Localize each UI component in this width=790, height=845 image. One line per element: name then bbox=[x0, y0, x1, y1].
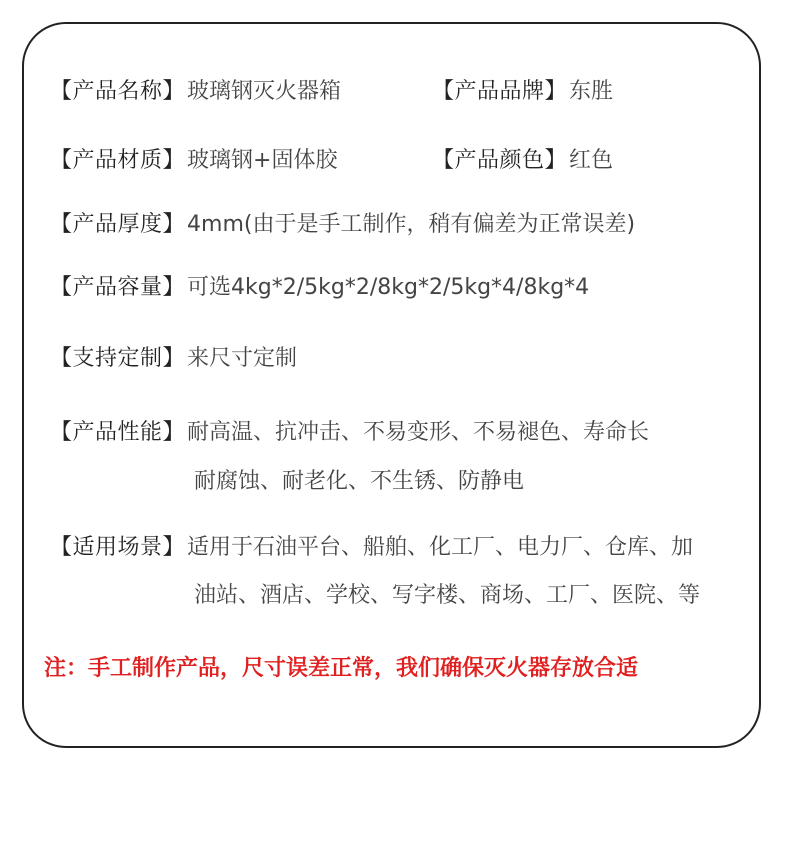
spec-label-brand: 【产品品牌】 bbox=[432, 79, 568, 104]
spec-value-performance-line2: 耐腐蚀、耐老化、不生锈、防静电 bbox=[194, 469, 525, 494]
spec-value-color: 红色 bbox=[569, 148, 614, 173]
spec-row-material bbox=[50, 148, 337, 174]
spec-row-capacity bbox=[50, 275, 589, 301]
spec-label-performance: 【产品性能】 bbox=[50, 420, 186, 445]
spec-row-color bbox=[432, 148, 613, 174]
spec-label-name: 【产品名称】 bbox=[50, 79, 186, 104]
spec-value-custom: 来尺寸定制 bbox=[187, 346, 298, 371]
spec-value-brand: 东胜 bbox=[569, 79, 614, 104]
spec-row-name bbox=[50, 79, 341, 105]
spec-row-performance bbox=[50, 420, 649, 446]
spec-card bbox=[22, 22, 761, 748]
spec-value-performance-line1: 耐高温、抗冲击、不易变形、不易褪色、寿命长 bbox=[187, 420, 650, 445]
spec-row-thickness bbox=[50, 212, 635, 238]
spec-label-color: 【产品颜色】 bbox=[432, 148, 568, 173]
spec-value-capacity: 可选4kg*2/5kg*2/8kg*2/5kg*4/8kg*4 bbox=[187, 275, 590, 300]
spec-value-thickness: 4mm(由于是手工制作，稍有偏差为正常误差) bbox=[187, 212, 636, 237]
spec-row-brand bbox=[432, 79, 613, 105]
spec-label-capacity: 【产品容量】 bbox=[50, 275, 186, 300]
spec-value-scenes-line1: 适用于石油平台、船舶、化工厂、电力厂、仓库、加 bbox=[187, 535, 694, 560]
spec-value-scenes-line2: 油站、酒店、学校、写字楼、商场、工厂、医院、等 bbox=[194, 583, 701, 608]
note-text: 注：手工制作产品，尺寸误差正常，我们确保灭火器存放合适 bbox=[44, 656, 639, 681]
spec-label-thickness: 【产品厚度】 bbox=[50, 212, 186, 237]
spec-row-scenes bbox=[50, 535, 693, 561]
spec-label-material: 【产品材质】 bbox=[50, 148, 186, 173]
spec-value-material: 玻璃钢+固体胶 bbox=[187, 148, 338, 173]
spec-row-custom bbox=[50, 346, 297, 372]
spec-label-scenes: 【适用场景】 bbox=[50, 535, 186, 560]
spec-label-custom: 【支持定制】 bbox=[50, 346, 186, 371]
spec-value-name: 玻璃钢灭火器箱 bbox=[187, 79, 342, 104]
